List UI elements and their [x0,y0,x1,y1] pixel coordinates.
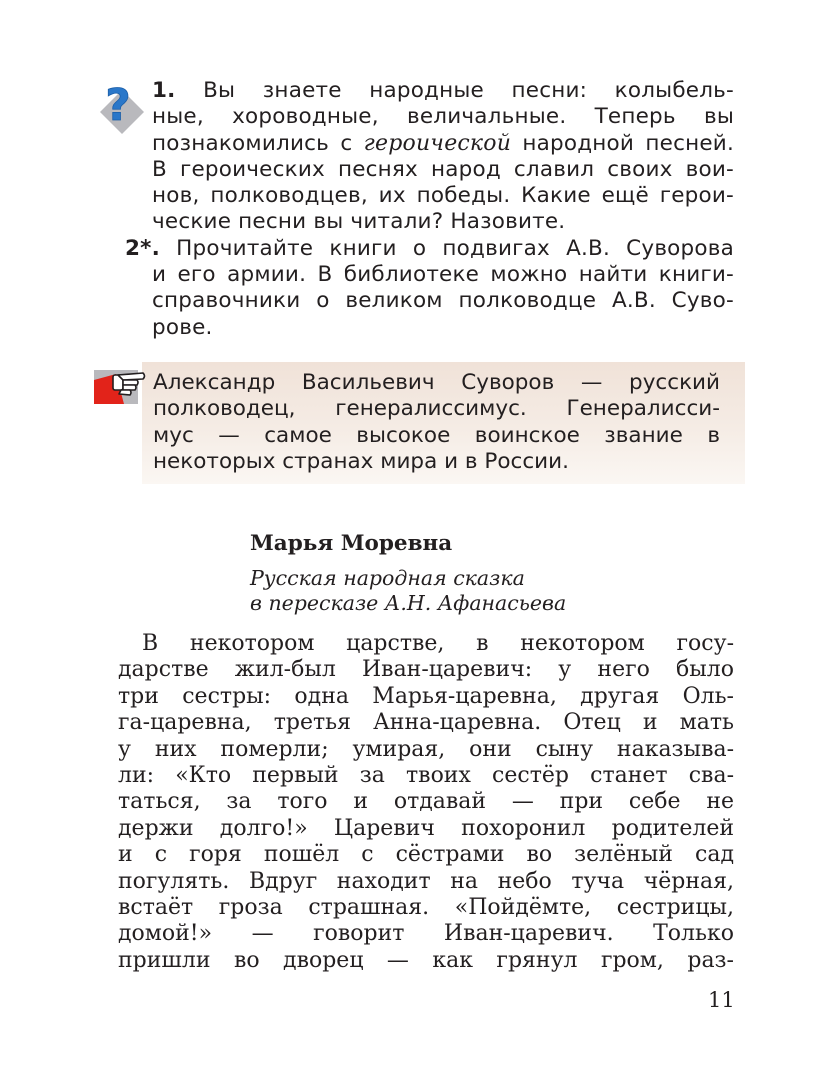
question-1-line: В героических песнях народ славил своих вои- [152,156,734,182]
question-2-line: и его армии. В библиотеке можно найти книги- [152,262,734,288]
story-line: ли: «Кто первый за твоих сестёр станет сва- [118,763,734,789]
story-line: дарстве жил-был Иван-царевич: у него было [118,657,734,683]
question-2-line: Прочитайте книги о подвигах А.В. Суворова [176,235,734,261]
question-1-line: нов, полководцев, их победы. Какие ещё герои- [152,183,734,209]
question-1-line: ческие песни вы читали? Назовите. [152,209,566,235]
question-1-line: ные, хороводные, величальные. Теперь вы [152,104,734,130]
story-line: и с горя пошёл с сёстрами во зелёный сад [118,842,734,868]
info-line: Александр Васильевич Суворов — русский [153,370,720,395]
story-line: встаёт гроза страшная. «Пойдёмте, сестрицы, [118,895,734,921]
story-line: га-царевна, третья Анна-царевна. Отец и мать [118,710,734,736]
story-line: пришли во дворец — как грянул гром, раз- [118,947,734,973]
question-1-number: 1. [152,78,176,103]
question-icon [92,78,148,138]
question-2-line: справочники о великом полководце А.В. Суво- [152,288,734,314]
story-line: держи долго!» Царевич похоронил родителей [118,815,734,841]
story-body [118,631,734,974]
question-2-line: рове. [152,314,213,340]
question-2-number: 2*. [125,235,160,261]
story-line: три сестры: одна Марья-царевна, другая Оль- [118,683,734,709]
svg-text:?: ? [105,80,131,131]
story-line: домой!» — говорит Иван-царевич. Только [118,921,734,947]
question-1 [152,78,734,236]
question-1-line: народной песней. [511,130,734,156]
pointing-hand-icon [94,362,146,404]
question-1-line: Вы знаете народные песни: колыбель- [203,78,734,103]
story-subtitle [250,566,566,615]
story-line: погулять. Вдруг находит на небо туча чёрная, [118,868,734,894]
subtitle-line: Русская народная сказка [250,566,525,590]
page-number: 11 [708,988,735,1012]
story-line: таться, за того и отдавай — при себе не [118,789,734,815]
info-text [153,370,720,475]
story-line: В некотором царстве, в некотором госу- [142,631,734,656]
question-1-line: познакомились с [152,130,364,156]
info-line: полководец, генералиссимус. Генералисси- [153,396,720,422]
question-2 [125,235,734,341]
info-line: мус — самое высокое воинское звание в [153,422,720,448]
story-line: у них померли; умирая, они сыну наказыва- [118,736,734,762]
questions-block [125,78,734,341]
story-title: Марья Моревна [250,531,453,556]
emphasized-word: героической [363,130,512,156]
info-line: некоторых странах мира и в России. [153,448,569,474]
subtitle-line: в пересказе А.Н. Афанасьева [250,590,567,615]
